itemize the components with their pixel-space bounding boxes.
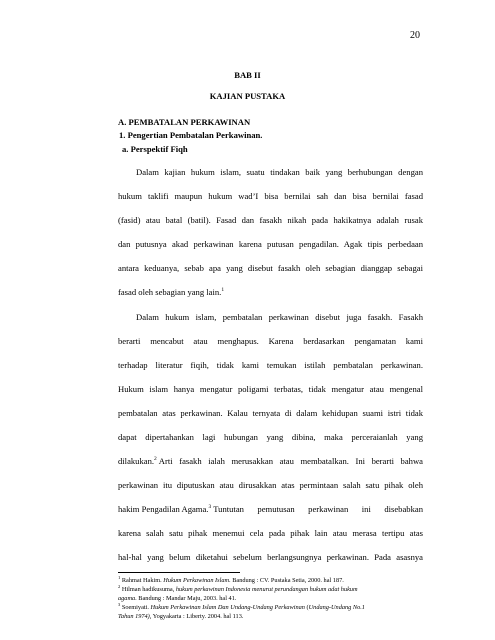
subsection-heading-1: 1. Pengertian Pembatalan Perkawinan. [119, 130, 263, 140]
body-line: pembatalan atas perkawinan. Kalau ternyata di dalam kehidupan suami istri tidak [118, 408, 423, 418]
body-line: hakim Pengadilan Agama.$^3$ Tuntutan pemutusan perkawinan ini disebabkan [118, 504, 423, 514]
footnote-mark: 2 [154, 456, 157, 462]
body-line: dapat dipertahankan lagi hubungan yang dibina, maka perceraianlah yang [118, 432, 423, 442]
body-line: dilakukan.$^2$ Arti fasakh ialah merusakkan atau membatalkan. Ini berarti bahwa [118, 456, 423, 466]
body-line: hukum taklifi maupun hukum wad’I bisa bernilai sah dan bisa bernilai fasad [118, 191, 423, 201]
footnote-1: $^1$ Rahmat Hakim. Hukum Perkawinan Islam. Bandung : CV. Pustaka Setia, 2000. hal 187. [118, 575, 344, 584]
body-line: karena salah satu pihak menemui cela pada pihak lain atau merasa tertipu atas [118, 528, 423, 538]
body-line: perkawinan itu diputuskan atau dirusakkan atas permintaan salah satu pihak oleh [118, 480, 423, 490]
body-line: Dalam hukum islam, pembatalan perkawinan disebut juga fasakh. Fasakh [136, 312, 423, 322]
body-line: antara keduanya, sebab apa yang disebut fasakh oleh sebagian dianggap sebagai [118, 263, 423, 273]
body-line: fasad oleh sebagian yang lain.$^1$ [118, 287, 225, 297]
chapter-title: KAJIAN PUSTAKA [209, 91, 286, 101]
footnote-divider [118, 572, 240, 573]
body-line: terhadap literatur fiqih, tidak kami temukan istilah pembatalan perkawinan. [118, 360, 423, 370]
footnote-2: $^2$ Hilman hadikusuma, hukum perkawinan Indonesia menurut perundangan hukum adat hukum [118, 584, 358, 593]
footnote-2-cont: agama. Bandung : Mandar Maju, 2003. hal 41. [118, 595, 237, 602]
body-line: dan putusnya akad perkawinan karena putusan pengadilan. Agak tipis perbedaan [118, 239, 423, 249]
page-number: 20 [410, 30, 420, 41]
body-line: berarti mencabut atau menghapus. Karena berdasarkan pengamatan kami [118, 336, 423, 346]
subsection-heading-a: a. Perspektif Fiqh [122, 144, 188, 154]
body-line: (fasid) atau batal (batil). Fasad dan fasakh nikah pada hakikatnya adalah rusak [118, 215, 423, 225]
chapter-number: BAB II [234, 70, 261, 80]
footnote-3-cont: Tahun 1974), Yogyakarta : Liberty. 2004. hal 113. [118, 613, 244, 620]
footnote-3: $^3$ Soemiyati. Hukum Perkawinan Islam Dan Undang-Undang Perkawinan (Undang-Undang No.1 [118, 602, 365, 611]
body-line: Dalam kajian hukum islam, suatu tindakan baik yang berhubungan dengan [136, 167, 423, 177]
footnote-mark: 1 [221, 287, 225, 293]
body-line: hal-hal yang belum diketahui sebelum berlangsungnya perkawinan. Pada asasnya [118, 552, 423, 562]
footnote-mark: 3 [208, 504, 212, 510]
body-line: Hukum islam hanya mengatur poligami terbatas, tidak mengatur atau mengenal [118, 384, 423, 394]
section-heading-a: A. PEMBATALAN PERKAWINAN [118, 117, 251, 127]
